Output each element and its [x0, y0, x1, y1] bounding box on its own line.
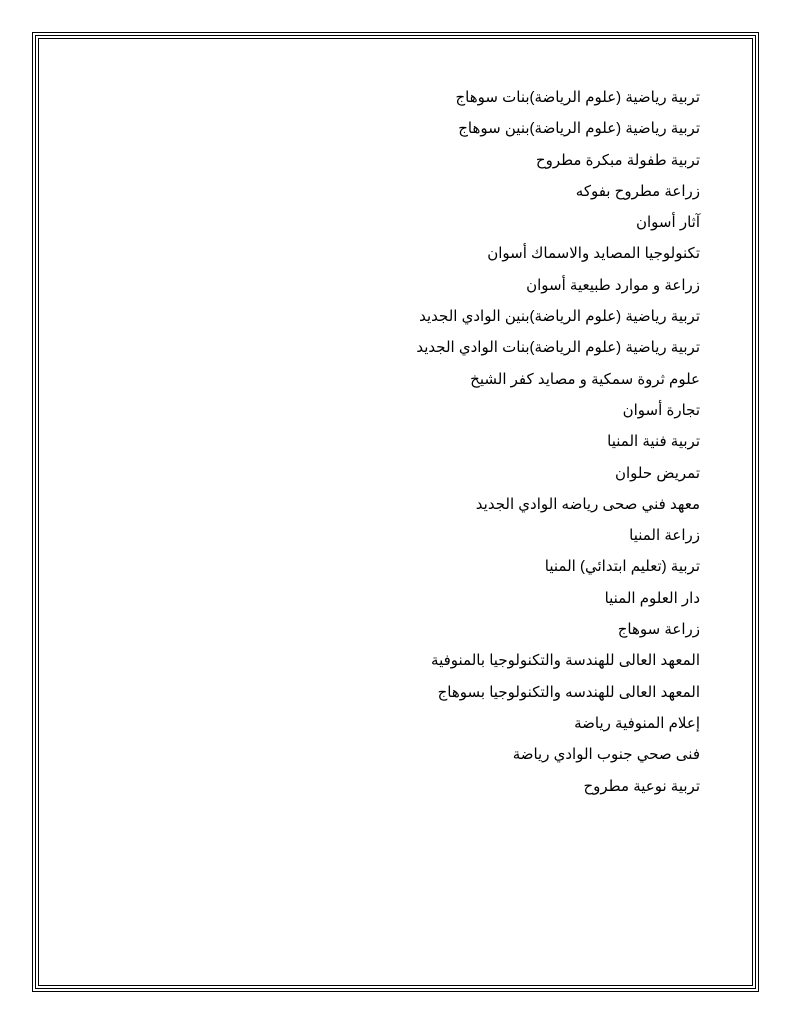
- list-item: زراعة مطروح بفوكه: [575, 182, 700, 200]
- list-item: تربية فنية المنيا: [607, 433, 700, 451]
- list-item: زراعة المنيا: [629, 527, 700, 545]
- list-item: تجارة أسوان: [622, 401, 700, 419]
- list-item: إعلام المنوفية رياضة: [574, 714, 700, 732]
- list-item: تربية رياضية (علوم الرياضة)بنين سوهاج: [458, 120, 700, 138]
- list-item: تربية طفولة مبكرة مطروح: [535, 151, 700, 169]
- list-item: المعهد العالى للهندسة والتكنولوجيا بالمنوفية: [431, 652, 700, 670]
- faculty-list: [40, 82, 700, 802]
- document-body: [40, 82, 700, 802]
- list-item: تربية رياضية (علوم الرياضة)بنين الوادي الجديد: [419, 308, 700, 326]
- list-item: تربية رياضية (علوم الرياضة)بنات سوهاج: [455, 89, 700, 106]
- list-item: زراعة سوهاج: [617, 621, 700, 639]
- list-item: تكنولوجيا المصايد والاسماك أسوان: [487, 245, 700, 263]
- list-item: علوم ثروة سمكية و مصايد كفر الشيخ: [470, 370, 700, 388]
- list-item: معهد فني صحى رياضه الوادي الجديد: [475, 495, 700, 513]
- list-item: زراعة و موارد طبيعية أسوان: [526, 276, 700, 294]
- list-item: تربية (تعليم ابتدائي) المنيا: [544, 558, 700, 576]
- list-item: آثار أسوان: [636, 214, 700, 232]
- list-item: تربية نوعية مطروح: [583, 777, 700, 795]
- list-item: تمريض حلوان: [614, 464, 700, 482]
- list-item: فنى صحي جنوب الوادي رياضة: [512, 746, 700, 764]
- list-item: تربية رياضية (علوم الرياضة)بنات الوادي الجديد: [416, 339, 700, 357]
- list-item: دار العلوم المنيا: [604, 589, 700, 607]
- list-item: المعهد العالى للهندسه والتكنولوجيا بسوهاج: [437, 683, 700, 701]
